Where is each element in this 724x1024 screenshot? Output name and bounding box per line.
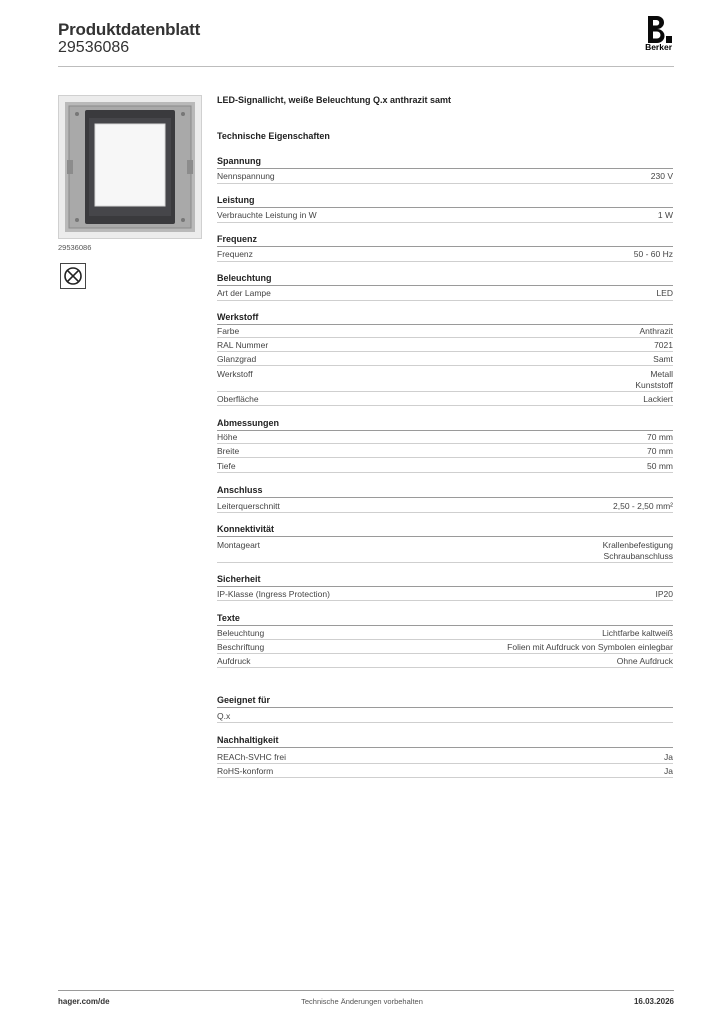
spec-value: 50 mm [647, 461, 673, 471]
lamp-symbol [60, 263, 86, 289]
row-divider [217, 443, 673, 444]
image-caption: 29536086 [58, 243, 92, 252]
row-divider [217, 365, 673, 366]
row-divider [217, 722, 673, 723]
spec-key: RoHS-konform [217, 766, 274, 776]
footer-disclaimer: Technische Änderungen vorbehalten [301, 997, 423, 1006]
group-title-leistung: Leistung [217, 195, 255, 205]
group-title-abmessungen: Abmessungen [217, 418, 280, 428]
spec-key: Leiterquerschnitt [217, 501, 280, 511]
group-divider [217, 586, 673, 587]
lamp-symbol-icon [61, 264, 85, 288]
row-divider [217, 337, 673, 338]
document-title: Produktdatenblatt [58, 20, 201, 39]
group-divider [217, 707, 673, 708]
footer-divider [58, 990, 674, 991]
spec-key: REACh-SVHC frei [217, 752, 286, 762]
row-divider [217, 639, 673, 640]
spec-key: IP-Klasse (Ingress Protection) [217, 589, 330, 599]
product-name: LED-Signallicht, weiße Beleuchtung Q.x anthrazit samt [217, 95, 452, 105]
spec-key: Beleuchtung [217, 628, 265, 638]
group-title-texte: Texte [217, 613, 240, 623]
group-title-anschluss: Anschluss [217, 485, 263, 495]
spec-value: Metall [650, 369, 673, 379]
group-title-frequenz: Frequenz [217, 234, 258, 244]
row-divider [217, 667, 673, 668]
group-title-geeignet-fuer: Geeignet für [217, 695, 271, 705]
spec-value: Ohne Aufdruck [616, 656, 673, 666]
row-divider [217, 183, 673, 184]
spec-value: 230 V [650, 171, 673, 181]
section-title: Technische Eigenschaften [217, 131, 330, 141]
spec-value: Samt [653, 354, 673, 364]
group-divider [217, 625, 673, 626]
spec-value: Anthrazit [639, 326, 673, 336]
row-divider [217, 777, 673, 778]
page-header [58, 20, 674, 66]
spec-key: Nennspannung [217, 171, 275, 181]
spec-key: Beschriftung [217, 642, 265, 652]
spec-value: Ja [664, 752, 673, 762]
spec-value: Lackiert [643, 394, 673, 404]
group-title-sicherheit: Sicherheit [217, 574, 261, 584]
spec-key: Q.x [217, 711, 231, 721]
group-divider [217, 497, 673, 498]
spec-key: Oberfläche [217, 394, 259, 404]
berker-logo [638, 16, 672, 56]
header-divider [58, 66, 674, 67]
spec-key: Aufdruck [217, 656, 251, 666]
spec-value-line-2: Schraubanschluss [603, 551, 673, 561]
spec-key: Werkstoff [217, 369, 253, 379]
group-divider [217, 246, 673, 247]
row-divider [217, 405, 673, 406]
group-divider [217, 430, 673, 431]
spec-key: Montageart [217, 540, 260, 550]
spec-value: IP20 [655, 589, 673, 599]
spec-value: LED [656, 288, 673, 298]
group-divider [217, 168, 673, 169]
row-divider [217, 300, 673, 301]
logo-text: Berker [645, 42, 672, 52]
spec-key: Farbe [217, 326, 240, 336]
spec-key: Höhe [217, 432, 238, 442]
group-divider [217, 285, 673, 286]
footer-website-link[interactable]: hager.com/de [58, 997, 110, 1006]
row-divider [217, 222, 673, 223]
spec-key: Tiefe [217, 461, 236, 471]
spec-value: Lichtfarbe kaltweiß [602, 628, 673, 638]
row-divider [217, 472, 673, 473]
spec-key: Breite [217, 446, 240, 456]
spec-key: Glanzgrad [217, 354, 257, 364]
group-title-werkstoff: Werkstoff [217, 312, 259, 322]
product-photo [59, 96, 201, 238]
spec-key: Art der Lampe [217, 288, 271, 298]
spec-value: 70 mm [647, 446, 673, 456]
row-divider [217, 391, 673, 392]
spec-key: RAL Nummer [217, 340, 269, 350]
group-divider [217, 536, 673, 537]
spec-value: 1 W [657, 210, 673, 220]
spec-value-line-2: Kunststoff [635, 380, 673, 390]
group-title-spannung: Spannung [217, 156, 261, 166]
spec-value: Folien mit Aufdruck von Symbolen einlegbar [507, 642, 673, 652]
row-divider [217, 261, 673, 262]
group-divider [217, 747, 673, 748]
row-divider [217, 562, 673, 563]
spec-key: Frequenz [217, 249, 253, 259]
group-title-beleuchtung: Beleuchtung [217, 273, 272, 283]
spec-value: Ja [664, 766, 673, 776]
spec-value: 7021 [654, 340, 673, 350]
berker-b-logo [638, 16, 672, 44]
row-divider [217, 653, 673, 654]
group-divider [217, 324, 673, 325]
row-divider [217, 351, 673, 352]
spec-value: 50 - 60 Hz [633, 249, 673, 259]
group-title-konnektivitaet: Konnektivität [217, 524, 275, 534]
spec-value: Krallenbefestigung [602, 540, 673, 550]
spec-value: 70 mm [647, 432, 673, 442]
spec-key: Verbrauchte Leistung in W [217, 210, 317, 220]
row-divider [217, 600, 673, 601]
group-title-nachhaltigkeit: Nachhaltigkeit [217, 735, 279, 745]
row-divider [217, 763, 673, 764]
row-divider [217, 512, 673, 513]
spec-value: 2,50 - 2,50 mm² [613, 501, 673, 511]
article-number: 29536086 [58, 39, 130, 56]
product-image [58, 95, 202, 239]
footer-date: 16.03.2026 [633, 997, 674, 1006]
group-divider [217, 207, 673, 208]
row-divider [217, 457, 673, 458]
